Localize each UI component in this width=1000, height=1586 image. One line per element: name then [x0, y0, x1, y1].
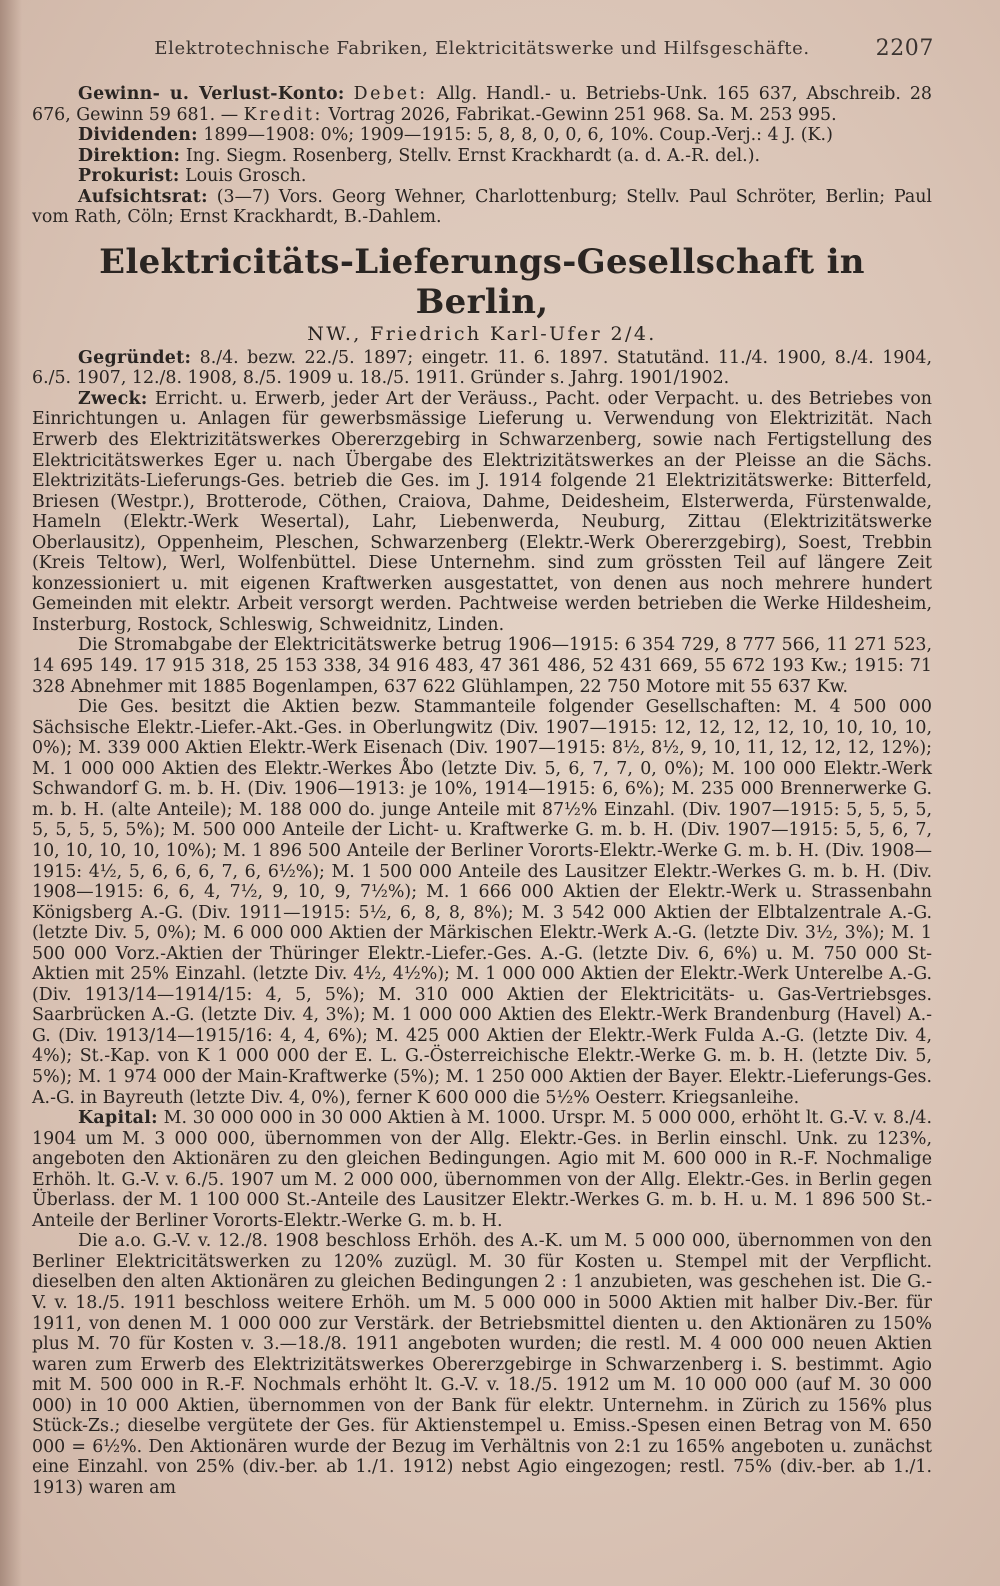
prok-text: Louis Grosch. [185, 166, 307, 187]
kapital-text: M. 30 000 000 in 30 000 Aktien à M. 1000. Urspr. M. 5 000 000, erhöht lt. G.-V. v. 8./4. 1904 um M. 3 000 000, übernommen von der Allg. Elektr.-Ges. in Berlin einschl. Unk. zu 123%, angeboten den Aktionären zu den gleichen Bedingungen. Agio mit M. 600 000 in R.-F. Nochmalige Erhöh. lt. G.-V. v. 6./5. 1907 um M. 2 000 000, übernommen von der Allg. Elektr.-Ges. in Berlin gegen Überlass. der M. 1 100 000 St.-Anteile des Lausitzer Elektr.-Werkes G. m. b. H. u. M. 1 896 500 St.-Anteile der Berliner Vororts-Elektr.-Werke G. m. b. H. [32, 1108, 932, 1231]
page-edge-shadow [0, 0, 22, 1586]
gv-kredit-word: Kredit: [243, 104, 323, 125]
gv-text-2: Vortrag 2026, Fabrikat.-Gewinn 251 968. Sa. M. 253 995. [328, 104, 837, 125]
prokurist-paragraph [32, 166, 932, 187]
dir-text: Ing. Siegm. Rosenberg, Stellv. Ernst Krackhardt (a. d. A.-R. del.). [185, 145, 761, 166]
zweck-text: Erricht. u. Erwerb, jeder Art der Veräuss., Pacht. oder Verpacht. u. des Betriebes von Einrichtungen u. Anlagen für gewerbsmässige Lieferung u. Verwendung von Elektrizität. Nach Erwerb des Elektrizitätswerkes Obererzgebirg in Schwarzenberg, sowie nach Fertigstellung des Elektricitätswerkes Eger u. nach Übergabe des Elektrizitätswerkes an der Pleisse an die Sächs. Elektrizitäts-Lieferungs-Ges. betrieb die Ges. im J. 1914 folgende 21 Elektrizitätswerke: Bitterfeld, Briesen (Westpr.), Brotterode, Cöthen, Craiova, Dahme, Deidesheim, Elsterwerda, Fürstenwalde, Hameln (Elektr.-Werk Wesertal), Lahr, Liebenwerda, Neuburg, Zittau (Elektrizitätswerke Oberlausitz), Oppenheim, Pleschen, Schwarzenberg (Elektr.-Werk Obererzgebirg), Soest, Trebbin (Kreis Teltow), Werl, Wolfenbüttel. Diese Unternehm. sind zum grössten Teil auf längere Zeit konzessioniert u. mit eigenen Kraftwerken ausgestattet, von denen aus noch mehrere hundert Gemeinden mit elektr. Arbeit versorgt werden. Pachtweise werden betrieben die Werke Hildesheim, Insterburg, Rostock, Schleswig, Schweidnitz, Linden. [32, 388, 932, 635]
zweck-paragraph [32, 389, 932, 636]
gv-debet-word: Debet: [353, 84, 428, 104]
gegr-label: Gegründet: [78, 347, 192, 368]
gegruendet-paragraph [32, 348, 932, 389]
page-number: 2207 [875, 36, 934, 61]
kapital-paragraph-2: Die a.o. G.-V. v. 12./8. 1908 beschloss Erhöh. des A.-K. um M. 5 000 000, übernommen von den Berliner Elektricitätswerken zu 120% zuzügl. M. 30 für Kosten u. Stempel mit der Verpflicht. dieselben den alten Aktionären zu gleichen Bedingungen 2 : 1 anzubieten, was geschehen ist. Die G.-V. v. 18./5. 1911 beschloss weitere Erhöh. um M. 5 000 000 in 5000 Aktien mit halber Div.-Ber. für 1911, von denen M. 1 000 000 zur Verstärk. der Betriebsmittel dienten u. den Aktionären zu 150% plus M. 70 für Kosten v. 3.—18./8. 1911 angeboten wurden; die restl. M. 4 000 000 neuen Aktien waren zum Erwerb des Elektrizitätswerkes Obererzgebirge in Schwarzenberg i. S. bestimmt. Agio mit M. 500 000 in R.-F. Nochmals erhöht lt. G.-V. v. 18./5. 1912 um M. 10 000 000 (auf M. 30 000 000) in 10 000 Aktien, übernommen von der Bank für elektr. Unternehm. in Zürich zu 156% plus Stück-Zs.; dieselbe vergütete der Ges. für Aktienstempel u. Emiss.-Spesen einen Betrag von M. 650 000 = 6½%. Den Aktionären wurde der Bezug im Verhältnis von 2:1 zu 165% angeboten u. zunächst eine Einzahl. von 25% (div.-ber. ab 1./1. 1912) nebst Agio eingezogen; restl. 75% (div.-ber. ab 1./1. 1913) waren am [32, 1231, 932, 1498]
dividenden-paragraph [32, 125, 932, 146]
ar-label: Aufsichtsrat: [78, 186, 208, 207]
running-head [32, 38, 932, 68]
div-text: 1899—1908: 0%; 1909—1915: 5, 8, 8, 0, 0, 6, 10%. Coup.-Verj.: 4 J. (K.) [203, 125, 833, 146]
stromabgabe-paragraph: Die Stromabgabe der Elektricitätswerke betrug 1906—1915: 6 354 729, 8 777 566, 11 271 523, 14 695 149. 17 915 318, 25 153 338, 34 916 483, 47 361 486, 52 431 669, 55 672 193 Kw.; 1915: 71 328 Abnehmer mit 1885 Bogenlampen, 637 622 Glühlampen, 22 750 Motore mit 55 637 Kw. [32, 635, 932, 697]
kapital-paragraph [32, 1108, 932, 1231]
dir-label: Direktion: [78, 145, 181, 166]
direktion-paragraph [32, 146, 932, 167]
zweck-label: Zweck: [78, 388, 148, 409]
gewinn-verlust-paragraph [32, 84, 932, 125]
prok-label: Prokurist: [78, 166, 180, 187]
company-address: NW., Friedrich Karl-Ufer 2/4. [307, 322, 657, 345]
gv-label: Gewinn- u. Verlust-Konto: [78, 84, 345, 104]
gv-text-1: Allg. Handl.- u. Betriebs-Unk. 165 637, Abschreib. 28 676, Gewinn 59 681. — [32, 84, 932, 125]
kapital-label: Kapital: [78, 1108, 158, 1129]
ar-text: (3—7) Vors. Georg Wehner, Charlottenburg; Stellv. Paul Schröter, Berlin; Paul vom Rath, Cöln; Ernst Krackhardt, B.-Dahlem. [32, 186, 932, 228]
aufsichtsrat-paragraph [32, 187, 932, 228]
gegr-text: 8./4. bezw. 22./5. 1897; eingetr. 11. 6. 1897. Statutänd. 11./4. 1900, 8./4. 1904, 6./5. 1907, 12./8. 1908, 8./5. 1909 u. 18./5. 1911. Gründer s. Jahrg. 1901/1902. [32, 347, 933, 389]
div-label: Dividenden: [78, 125, 198, 146]
beteiligungen-paragraph: Die Ges. besitzt die Aktien bezw. Stammanteile folgender Gesellschaften: M. 4 500 000 Sächsische Elektr.-Liefer.-Akt.-Ges. in Oberlungwitz (Div. 1907—1915: 12, 12, 12, 12, 10, 10, 10, 10, 0%); M. 339 000 Aktien Elektr.-Werk Eisenach (Div. 1907—1915: 8½, 8½, 9, 10, 11, 12, 12, 12, 12%); M. 1 000 000 Aktien des Elektr.-Werkes Åbo (letzte Div. 5, 6, 7, 7, 0, 0%); M. 100 000 Elektr.-Werk Schwandorf G. m. b. H. (Div. 1906—1913: je 10%, 1914—1915: 6, 6%); M. 235 000 Brennerwerke G. m. b. H. (alte Anteile); M. 188 000 do. junge Anteile mit 87½% Einzahl. (Div. 1907—1915: 5, 5, 5, 5, 5, 5, 5, 5, 5%); M. 500 000 Anteile der Licht- u. Kraftwerke G. m. b. H. (Div. 1907—1915: 5, 5, 6, 7, 10, 10, 10, 10, 10%); M. 1 896 500 Anteile der Berliner Vororts-Elektr.-Werke G. m. b. H. (Div. 1908—1915: 4½, 5, 6, 6, 6, 7, 6, 6½%); M. 1 500 000 Anteile des Lausitzer Elektr.-Werkes G. m. b. H. (Div. 1908—1915: 6, 6, 4, 7½, 9, 10, 9, 7½%); M. 1 666 000 Aktien der Elektr.-Werk u. Strassenbahn Königsberg A.-G. (Div. 1911—1915: 5½, 6, 8, 8, 8%); M. 3 542 000 Aktien der Elbtalzentrale A.-G. (letzte Div. 5, 0%); M. 6 000 000 Aktien der Märkischen Elektr.-Werk A.-G. (letzte Div. 3½, 3%); M. 1 500 000 Vorz.-Aktien der Thüringer Elektr.-Liefer.-Ges. A.-G. (letzte Div. 6, 6%) u. M. 750 000 St-Aktien mit 25% Einzahl. (letzte Div. 4½, 4½%); M. 1 000 000 Aktien der Elektr.-Werk Unterelbe A.-G. (Div. 1913/14—1914/15: 4, 5, 5%); M. 310 000 Aktien der Elektricitäts- u. Gas-Vertriebsges. Saarbrücken A.-G. (letzte Div. 4, 3%); M. 1 000 000 Aktien des Elektr.-Werk Brandenburg (Havel) A.-G. (Div. 1913/14—1915/16: 4, 4, 6%); M. 425 000 Aktien der Elektr.-Werk Fulda A.-G. (letzte Div. 4, 4%); St.-Kap. von K 1 000 000 der E. L. G.-Österreichische Elektr.-Werke G. m. b. H. (letzte Div. 5, 5%); M. 1 974 000 der Main-Kraftwerke (5%); M. 1 250 000 Aktien der Bayer. Elektr.-Lieferungs-Ges. A.-G. in Bayreuth (letzte Div. 4, 0%), ferner K 600 000 die 5½% Oesterr. Kriegsanleihe. [32, 697, 932, 1108]
company-title: Elektricitäts-Lieferungs-Gesellschaft in Berlin, [99, 241, 865, 322]
running-title: Elektrotechnische Fabriken, Elektricitätswerke und Hilfsgeschäfte. [154, 38, 810, 59]
